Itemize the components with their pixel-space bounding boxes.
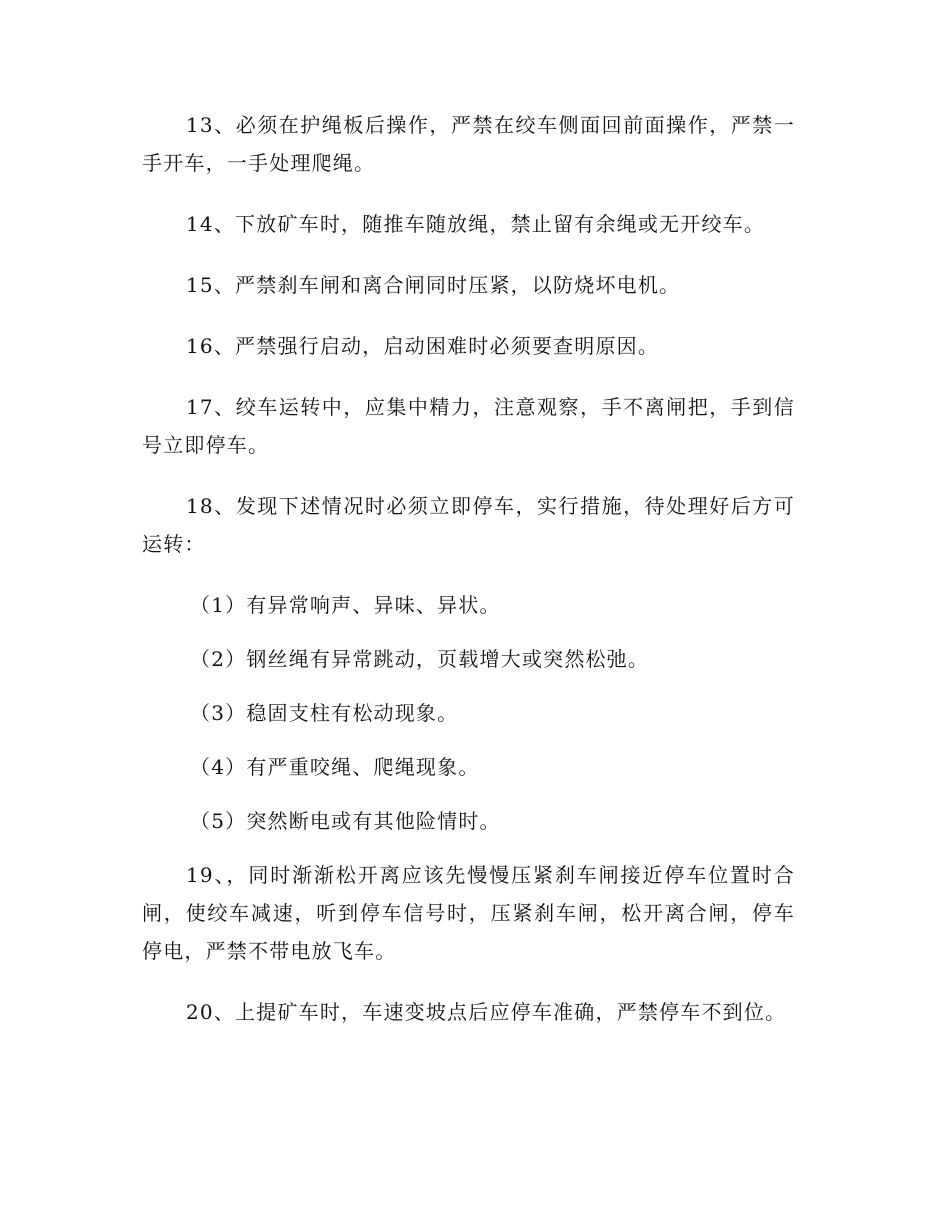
paragraph-14: 14、下放矿车时，随推车随放绳，禁止留有余绳或无开绞车。 (186, 212, 766, 236)
list-item-3: （3）稳固支柱有松动现象。 (190, 701, 459, 725)
list-item-5: （5）突然断电或有其他险情时。 (190, 809, 501, 833)
paragraph-20: 20、上提矿车时，车速变坡点后应停车准确，严禁停车不到位。 (186, 1000, 787, 1024)
paragraph-19: 19、，同时渐渐松开离应该先慢慢压紧刹车闸接近停车位置时合闸，使绞车减速，听到停车信号时，压紧刹车闸，松开离合闸，停车停电，严禁不带电放飞车。 (142, 863, 795, 963)
paragraph-13: 13、必须在护绳板后操作，严禁在绞车侧面回前面操作，严禁一手开车，一手处理爬绳。 (142, 113, 795, 175)
list-item-2: （2）钢丝绳有异常跳动，页载增大或突然松弛。 (190, 647, 650, 671)
paragraph-16: 16、严禁强行启动，启动困难时必须要查明原因。 (186, 334, 660, 358)
list-item-4: （4）有严重咬绳、爬绳现象。 (190, 755, 480, 779)
paragraph-15: 15、严禁刹车闸和离合闸同时压紧，以防烧坏电机。 (186, 273, 681, 297)
list-item-1: （1）有异常响声、异味、异状。 (190, 593, 501, 617)
paragraph-17: 17、绞车运转中，应集中精力，注意观察，手不离闸把，手到信号立即停车。 (142, 395, 795, 457)
paragraph-18: 18、发现下述情况时必须立即停车，实行措施，待处理好后方可运转： (142, 494, 795, 556)
